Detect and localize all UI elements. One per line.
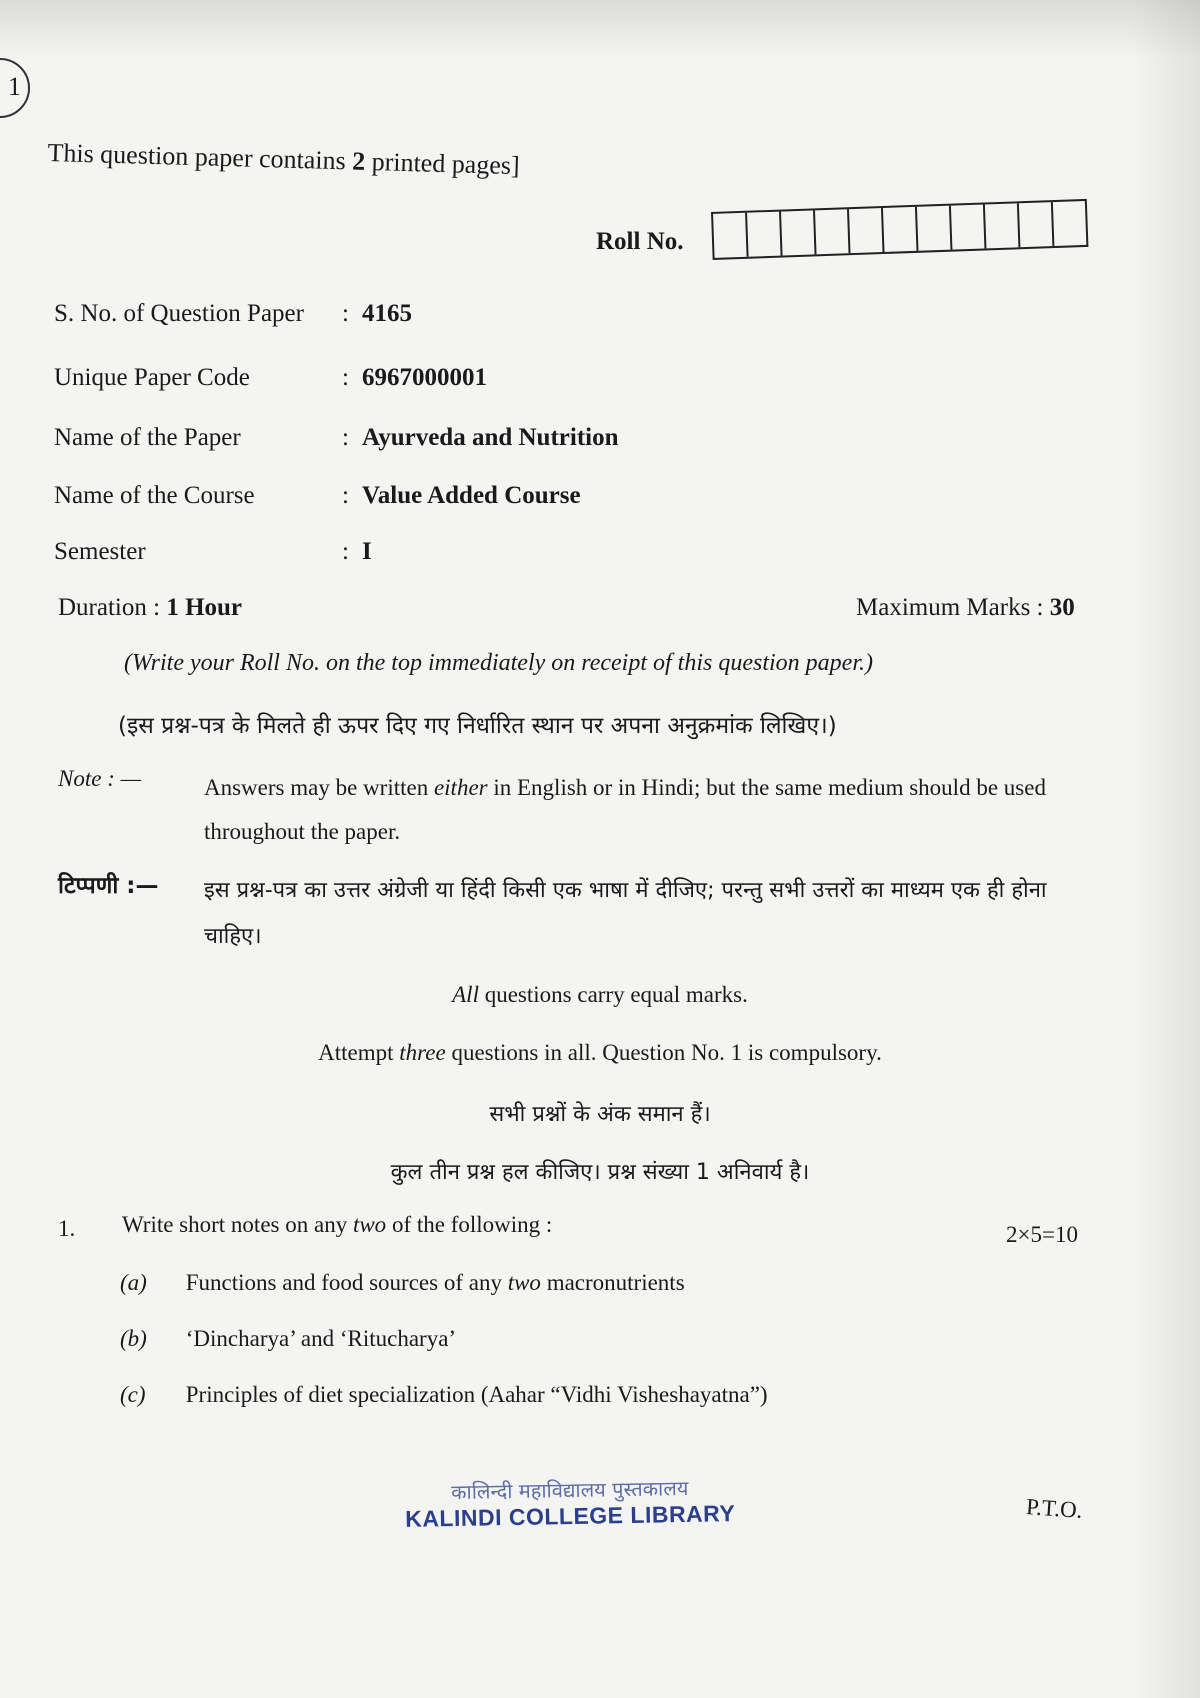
roll-no-box[interactable] <box>815 209 851 254</box>
question-option-a <box>120 1270 685 1296</box>
equal-marks-line <box>0 982 1200 1008</box>
attempt-hindi: कुल तीन प्रश्न हल कीजिए। प्रश्न संख्या 1 अनिवार्य है। <box>390 1160 810 1185</box>
meta-value: Value Added Course <box>362 482 581 509</box>
roll-no-box[interactable] <box>917 206 953 251</box>
roll-no-box[interactable] <box>849 208 885 253</box>
attempt-text-start: Attempt <box>318 1040 394 1065</box>
question-option-b <box>120 1326 456 1352</box>
option-emphasis: two <box>507 1270 541 1295</box>
page-count-prefix: This question paper contains <box>47 138 347 176</box>
question-emphasis: two <box>352 1212 387 1237</box>
roll-no-boxes[interactable] <box>711 199 1088 260</box>
equal-marks-emphasis: All <box>452 982 479 1007</box>
please-turn-over: P.T.O. <box>1025 1494 1084 1523</box>
meta-label: Semester <box>54 538 146 565</box>
maximum-marks-label: Maximum Marks : <box>856 594 1044 621</box>
roll-no-box[interactable] <box>883 207 919 252</box>
library-stamp <box>390 1473 751 1533</box>
roll-no-box[interactable] <box>1019 202 1055 247</box>
tippani-label: टिप्पणी :— <box>58 873 159 899</box>
meta-separator: : <box>342 538 349 565</box>
option-label: (b) <box>120 1326 147 1351</box>
option-label: (a) <box>120 1270 147 1295</box>
note-text-start: Answers may be written <box>204 775 429 800</box>
meta-separator: : <box>342 364 349 391</box>
roll-no-box[interactable] <box>747 212 783 257</box>
roll-no-box[interactable] <box>781 210 817 255</box>
roll-no-box[interactable] <box>713 213 749 258</box>
page-number-circle <box>0 58 30 118</box>
attempt-text-end: questions in all. Question No. 1 is compulsory. <box>451 1040 882 1065</box>
option-label: (c) <box>120 1382 146 1407</box>
duration-label: Duration : <box>58 594 161 621</box>
duration <box>58 594 242 622</box>
meta-separator: : <box>342 424 349 451</box>
page-count-suffix: printed pages] <box>371 147 521 181</box>
instruction-hindi: (इस प्रश्न-पत्र के मिलते ही ऊपर दिए गए निर्धारित स्थान पर अपना अनुक्रमांक लिखिए।) <box>118 713 837 739</box>
option-text: Principles of diet specialization (Aahar “Vidhi Visheshayatna”) <box>185 1382 768 1407</box>
maximum-marks <box>856 594 1075 622</box>
meta-value: I <box>362 538 372 565</box>
option-text-end: macronutrients <box>546 1270 685 1295</box>
roll-no-box[interactable] <box>951 204 987 249</box>
meta-label: Unique Paper Code <box>54 364 250 391</box>
roll-no-label: Roll No. <box>596 228 684 255</box>
meta-value: 4165 <box>362 300 412 327</box>
question-text <box>122 1212 552 1238</box>
scan-shadow-top <box>0 0 1200 60</box>
meta-separator: : <box>342 300 349 327</box>
page-count-line <box>47 138 520 181</box>
page-count: 2 <box>351 146 366 176</box>
meta-separator: : <box>342 482 349 509</box>
maximum-marks-value: 30 <box>1049 594 1075 621</box>
question-text-start: Write short notes on any <box>122 1212 348 1237</box>
note-text <box>204 766 1104 854</box>
scan-shadow-edge <box>1130 0 1200 1698</box>
option-text: ‘Dincharya’ and ‘Ritucharya’ <box>185 1326 457 1351</box>
meta-label: Name of the Course <box>54 482 255 509</box>
question-text-end: of the following : <box>391 1212 553 1237</box>
option-text-start: Functions and food sources of any <box>185 1270 502 1295</box>
tippani-text: इस प्रश्न-पत्र का उत्तर अंग्रेजी या हिंदी किसी एक भाषा में दीजिए; परन्तु सभी उत्तरों का माध्यम एक ही होना चाहिए। <box>204 878 1047 949</box>
meta-label: S. No. of Question Paper <box>54 300 304 327</box>
note-emphasis: either <box>433 775 488 800</box>
duration-value: 1 Hour <box>166 594 243 621</box>
note-label: Note : — <box>58 766 142 791</box>
meta-value: 6967000001 <box>362 364 487 391</box>
question-number: 1. <box>58 1216 76 1241</box>
meta-value: Ayurveda and Nutrition <box>362 424 619 451</box>
roll-no-box[interactable] <box>985 203 1021 248</box>
instruction-english: (Write your Roll No. on the top immediately on receipt of this question paper.) <box>124 650 874 676</box>
roll-no-box[interactable] <box>1053 201 1087 246</box>
library-stamp-english: KALINDI COLLEGE LIBRARY <box>404 1500 736 1532</box>
question-marks: 2×5=10 <box>1006 1222 1078 1247</box>
attempt-line <box>0 1040 1200 1066</box>
attempt-emphasis: three <box>399 1040 446 1065</box>
equal-marks-hindi: सभी प्रश्नों के अंक समान हैं। <box>489 1102 711 1127</box>
meta-label: Name of the Paper <box>54 424 241 451</box>
question-option-c <box>120 1382 768 1408</box>
library-stamp-hindi: कालिन्दी महाविद्यालय पुस्तकालय <box>450 1475 689 1505</box>
equal-marks-text: questions carry equal marks. <box>484 982 748 1007</box>
note-text-end: in English or in Hindi; but the same medium should be used throughout the paper. <box>204 775 1046 844</box>
page-number: 1 <box>8 72 21 101</box>
